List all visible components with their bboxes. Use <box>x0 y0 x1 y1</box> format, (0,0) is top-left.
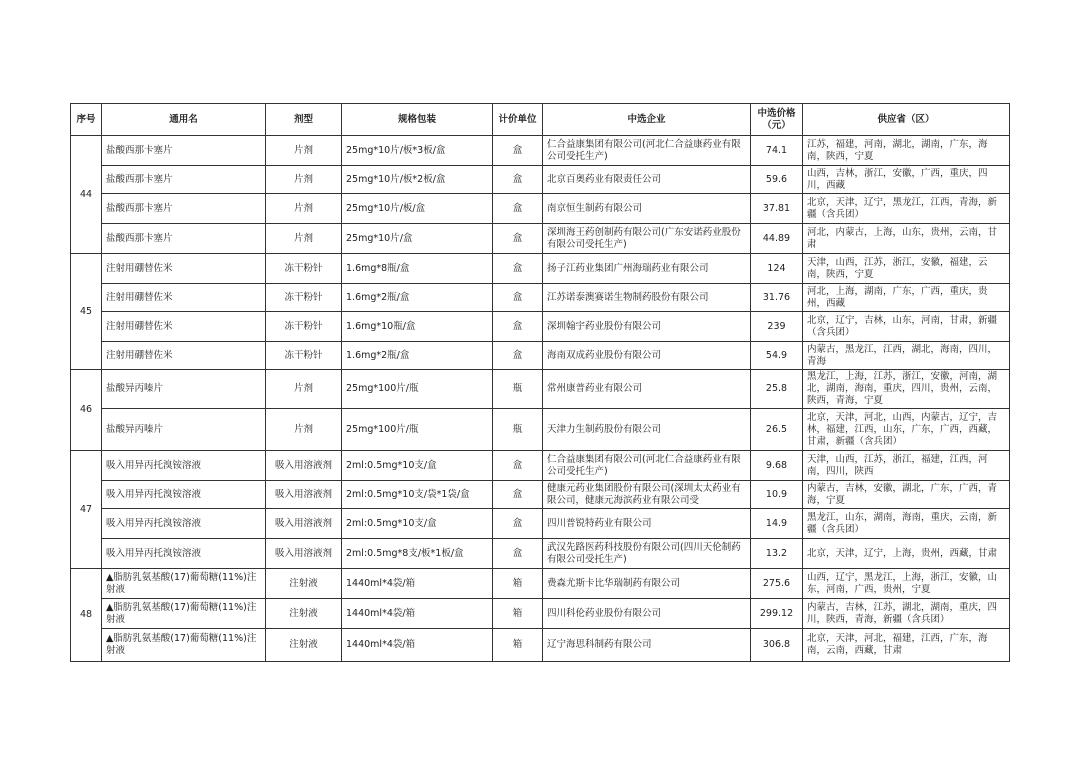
cell-generic-name: 吸入用异丙托溴铵溶液 <box>102 451 266 481</box>
cell-provinces: 内蒙古，吉林，江苏，湖北，湖南，重庆，四川，陕西，青海，新疆（含兵团） <box>803 599 1010 629</box>
cell-company: 北京百奥药业有限责任公司 <box>543 166 751 194</box>
cell-price: 25.8 <box>751 370 803 409</box>
cell-provinces: 北京，天津，辽宁，黑龙江，江西，青海，新疆（含兵团） <box>803 194 1010 224</box>
cell-company: 武汉先路医药科技股份有限公司(四川天伦制药有限公司受托生产) <box>543 539 751 569</box>
table-row <box>71 629 1010 662</box>
cell-company: 南京恒生制药有限公司 <box>543 194 751 224</box>
cell-spec: 1440ml*4袋/箱 <box>342 569 493 599</box>
cell-generic-name: 盐酸西那卡塞片 <box>102 224 266 254</box>
cell-generic-name: 吸入用异丙托溴铵溶液 <box>102 539 266 569</box>
cell-spec: 25mg*100片/瓶 <box>342 409 493 451</box>
cell-spec: 1440ml*4袋/箱 <box>342 629 493 662</box>
cell-dosage-form: 片剂 <box>266 136 342 166</box>
cell-dosage-form: 吸入用溶液剂 <box>266 451 342 481</box>
cell-provinces: 江苏，福建，河南，湖北，湖南，广东，海南，陕西，宁夏 <box>803 136 1010 166</box>
cell-spec: 2ml:0.5mg*10支/盒 <box>342 509 493 539</box>
cell-generic-name: 盐酸异丙嗪片 <box>102 409 266 451</box>
cell-spec: 25mg*10片/盒 <box>342 224 493 254</box>
group-number: 48 <box>71 569 102 662</box>
group-number: 47 <box>71 451 102 569</box>
cell-provinces: 内蒙古，吉林，安徽，湖北，广东，广西，青海，宁夏 <box>803 481 1010 509</box>
cell-provinces: 北京，辽宁，吉林，山东，河南，甘肃，新疆（含兵团） <box>803 312 1010 342</box>
cell-unit: 箱 <box>493 599 543 629</box>
cell-dosage-form: 片剂 <box>266 166 342 194</box>
cell-dosage-form: 注射液 <box>266 599 342 629</box>
cell-provinces: 天津，山西，江苏，浙江，安徽，福建，云南，陕西，宁夏 <box>803 254 1010 284</box>
table-row <box>71 569 1010 599</box>
cell-unit: 盒 <box>493 284 543 312</box>
cell-price: 74.1 <box>751 136 803 166</box>
table-row <box>71 509 1010 539</box>
cell-price: 31.76 <box>751 284 803 312</box>
cell-provinces: 河北，内蒙古，上海，山东，贵州，云南，甘肃 <box>803 224 1010 254</box>
header-company: 中选企业 <box>543 104 751 136</box>
cell-generic-name: 盐酸西那卡塞片 <box>102 194 266 224</box>
cell-spec: 2ml:0.5mg*10支/袋*1袋/盒 <box>342 481 493 509</box>
cell-price: 26.5 <box>751 409 803 451</box>
table-row <box>71 481 1010 509</box>
cell-dosage-form: 冻干粉针 <box>266 312 342 342</box>
cell-company: 仁合益康集团有限公司(河北仁合益康药业有限公司受托生产) <box>543 451 751 481</box>
cell-provinces: 北京，天津，河北，山西，内蒙古，辽宁，吉林，福建，江西，山东，广东，广西，西藏，甘肃，新疆（含兵团） <box>803 409 1010 451</box>
table-row <box>71 342 1010 370</box>
cell-price: 306.8 <box>751 629 803 662</box>
header-no: 序号 <box>71 104 102 136</box>
cell-company: 健康元药业集团股份有限公司(深圳太太药业有限公司，健康元海滨药业有限公司受 <box>543 481 751 509</box>
header-dosage-form: 剂型 <box>266 104 342 136</box>
table-row <box>71 224 1010 254</box>
table-row <box>71 599 1010 629</box>
cell-provinces: 黑龙江，山东，湖南，海南，重庆，云南，新疆（含兵团） <box>803 509 1010 539</box>
group-number: 45 <box>71 254 102 370</box>
header-spec: 规格包装 <box>342 104 493 136</box>
cell-price: 59.6 <box>751 166 803 194</box>
cell-unit: 瓶 <box>493 409 543 451</box>
cell-price: 10.9 <box>751 481 803 509</box>
procurement-table <box>70 103 1010 662</box>
cell-unit: 盒 <box>493 254 543 284</box>
cell-unit: 盒 <box>493 342 543 370</box>
cell-company: 海南双成药业股份有限公司 <box>543 342 751 370</box>
cell-spec: 1.6mg*2瓶/盒 <box>342 342 493 370</box>
cell-generic-name: 盐酸西那卡塞片 <box>102 136 266 166</box>
cell-company: 费森尤斯卡比华瑞制药有限公司 <box>543 569 751 599</box>
cell-provinces: 北京，天津，河北，福建，江西，广东，海南，云南，西藏，甘肃 <box>803 629 1010 662</box>
cell-unit: 盒 <box>493 166 543 194</box>
cell-price: 37.81 <box>751 194 803 224</box>
table-body <box>71 136 1010 662</box>
cell-company: 仁合益康集团有限公司(河北仁合益康药业有限公司受托生产) <box>543 136 751 166</box>
cell-dosage-form: 片剂 <box>266 224 342 254</box>
cell-company: 江苏诺泰澳赛诺生物制药股份有限公司 <box>543 284 751 312</box>
cell-spec: 25mg*10片/板*3板/盒 <box>342 136 493 166</box>
table-row <box>71 539 1010 569</box>
cell-unit: 瓶 <box>493 370 543 409</box>
cell-unit: 盒 <box>493 194 543 224</box>
cell-unit: 盒 <box>493 224 543 254</box>
cell-price: 14.9 <box>751 509 803 539</box>
cell-company: 天津力生制药股份有限公司 <box>543 409 751 451</box>
cell-spec: 25mg*10片/板*2板/盒 <box>342 166 493 194</box>
header-provinces: 供应省（区） <box>803 104 1010 136</box>
table-row <box>71 409 1010 451</box>
cell-generic-name: ▲脂肪乳氨基酸(17)葡萄糖(11%)注射液 <box>102 599 266 629</box>
cell-provinces: 山西，吉林，浙江，安徽，广西，重庆，四川，西藏 <box>803 166 1010 194</box>
cell-provinces: 山西，辽宁，黑龙江，上海，浙江，安徽，山东，河南，广西，贵州，宁夏 <box>803 569 1010 599</box>
header-generic-name: 通用名 <box>102 104 266 136</box>
table-row <box>71 194 1010 224</box>
group-number: 46 <box>71 370 102 451</box>
cell-generic-name: 吸入用异丙托溴铵溶液 <box>102 509 266 539</box>
table-row <box>71 370 1010 409</box>
cell-dosage-form: 片剂 <box>266 409 342 451</box>
cell-generic-name: 盐酸异丙嗪片 <box>102 370 266 409</box>
cell-dosage-form: 注射液 <box>266 569 342 599</box>
cell-dosage-form: 吸入用溶液剂 <box>266 481 342 509</box>
cell-dosage-form: 吸入用溶液剂 <box>266 539 342 569</box>
cell-generic-name: 注射用硼替佐米 <box>102 342 266 370</box>
cell-generic-name: 注射用硼替佐米 <box>102 254 266 284</box>
cell-unit: 盒 <box>493 312 543 342</box>
cell-provinces: 河北，上海，湖南，广东，广西，重庆，贵州，西藏 <box>803 284 1010 312</box>
cell-spec: 25mg*10片/板/盒 <box>342 194 493 224</box>
cell-price: 44.89 <box>751 224 803 254</box>
cell-unit: 盒 <box>493 509 543 539</box>
cell-dosage-form: 冻干粉针 <box>266 284 342 312</box>
cell-price: 299.12 <box>751 599 803 629</box>
cell-generic-name: ▲脂肪乳氨基酸(17)葡萄糖(11%)注射液 <box>102 569 266 599</box>
cell-provinces: 天津，山西，江苏，浙江，福建，江西，河南，四川，陕西 <box>803 451 1010 481</box>
cell-spec: 1440ml*4袋/箱 <box>342 599 493 629</box>
cell-generic-name: 吸入用异丙托溴铵溶液 <box>102 481 266 509</box>
cell-price: 54.9 <box>751 342 803 370</box>
header-price: 中选价格（元） <box>751 104 803 136</box>
cell-unit: 盒 <box>493 539 543 569</box>
cell-provinces: 黑龙江，上海，江苏，浙江，安徽，河南，湖北，湖南，海南，重庆，四川，贵州，云南，陕西，青海，宁夏 <box>803 370 1010 409</box>
cell-unit: 盒 <box>493 136 543 166</box>
cell-price: 275.6 <box>751 569 803 599</box>
header-unit: 计价单位 <box>493 104 543 136</box>
table-row <box>71 254 1010 284</box>
cell-provinces: 北京，天津，辽宁，上海，贵州，西藏，甘肃 <box>803 539 1010 569</box>
cell-company: 扬子江药业集团广州海瑞药业有限公司 <box>543 254 751 284</box>
cell-company: 四川科伦药业股份有限公司 <box>543 599 751 629</box>
cell-price: 124 <box>751 254 803 284</box>
header-row <box>71 104 1010 136</box>
cell-spec: 1.6mg*10瓶/盒 <box>342 312 493 342</box>
table-row <box>71 312 1010 342</box>
cell-price: 13.2 <box>751 539 803 569</box>
cell-generic-name: 注射用硼替佐米 <box>102 284 266 312</box>
cell-company: 常州康普药业有限公司 <box>543 370 751 409</box>
cell-company: 深圳翰宇药业股份有限公司 <box>543 312 751 342</box>
cell-unit: 箱 <box>493 569 543 599</box>
cell-spec: 1.6mg*8瓶/盒 <box>342 254 493 284</box>
cell-dosage-form: 注射液 <box>266 629 342 662</box>
cell-generic-name: ▲脂肪乳氨基酸(17)葡萄糖(11%)注射液 <box>102 629 266 662</box>
cell-unit: 箱 <box>493 629 543 662</box>
cell-spec: 1.6mg*2瓶/盒 <box>342 284 493 312</box>
cell-generic-name: 注射用硼替佐米 <box>102 312 266 342</box>
cell-price: 9.68 <box>751 451 803 481</box>
cell-spec: 2ml:0.5mg*10支/盒 <box>342 451 493 481</box>
cell-provinces: 内蒙古，黑龙江，江西，湖北，海南，四川，青海 <box>803 342 1010 370</box>
cell-price: 239 <box>751 312 803 342</box>
cell-company: 深圳海王药创制药有限公司(广东安诺药业股份有限公司受托生产) <box>543 224 751 254</box>
cell-dosage-form: 吸入用溶液剂 <box>266 509 342 539</box>
table-row <box>71 451 1010 481</box>
table-row <box>71 166 1010 194</box>
cell-dosage-form: 冻干粉针 <box>266 254 342 284</box>
cell-unit: 盒 <box>493 481 543 509</box>
table-row <box>71 284 1010 312</box>
cell-spec: 25mg*100片/瓶 <box>342 370 493 409</box>
cell-dosage-form: 冻干粉针 <box>266 342 342 370</box>
cell-spec: 2ml:0.5mg*8支/板*1板/盒 <box>342 539 493 569</box>
group-number: 44 <box>71 136 102 254</box>
cell-unit: 盒 <box>493 451 543 481</box>
cell-dosage-form: 片剂 <box>266 194 342 224</box>
cell-company: 辽宁海思科制药有限公司 <box>543 629 751 662</box>
cell-company: 四川普锐特药业有限公司 <box>543 509 751 539</box>
table-row <box>71 136 1010 166</box>
cell-dosage-form: 片剂 <box>266 370 342 409</box>
cell-generic-name: 盐酸西那卡塞片 <box>102 166 266 194</box>
